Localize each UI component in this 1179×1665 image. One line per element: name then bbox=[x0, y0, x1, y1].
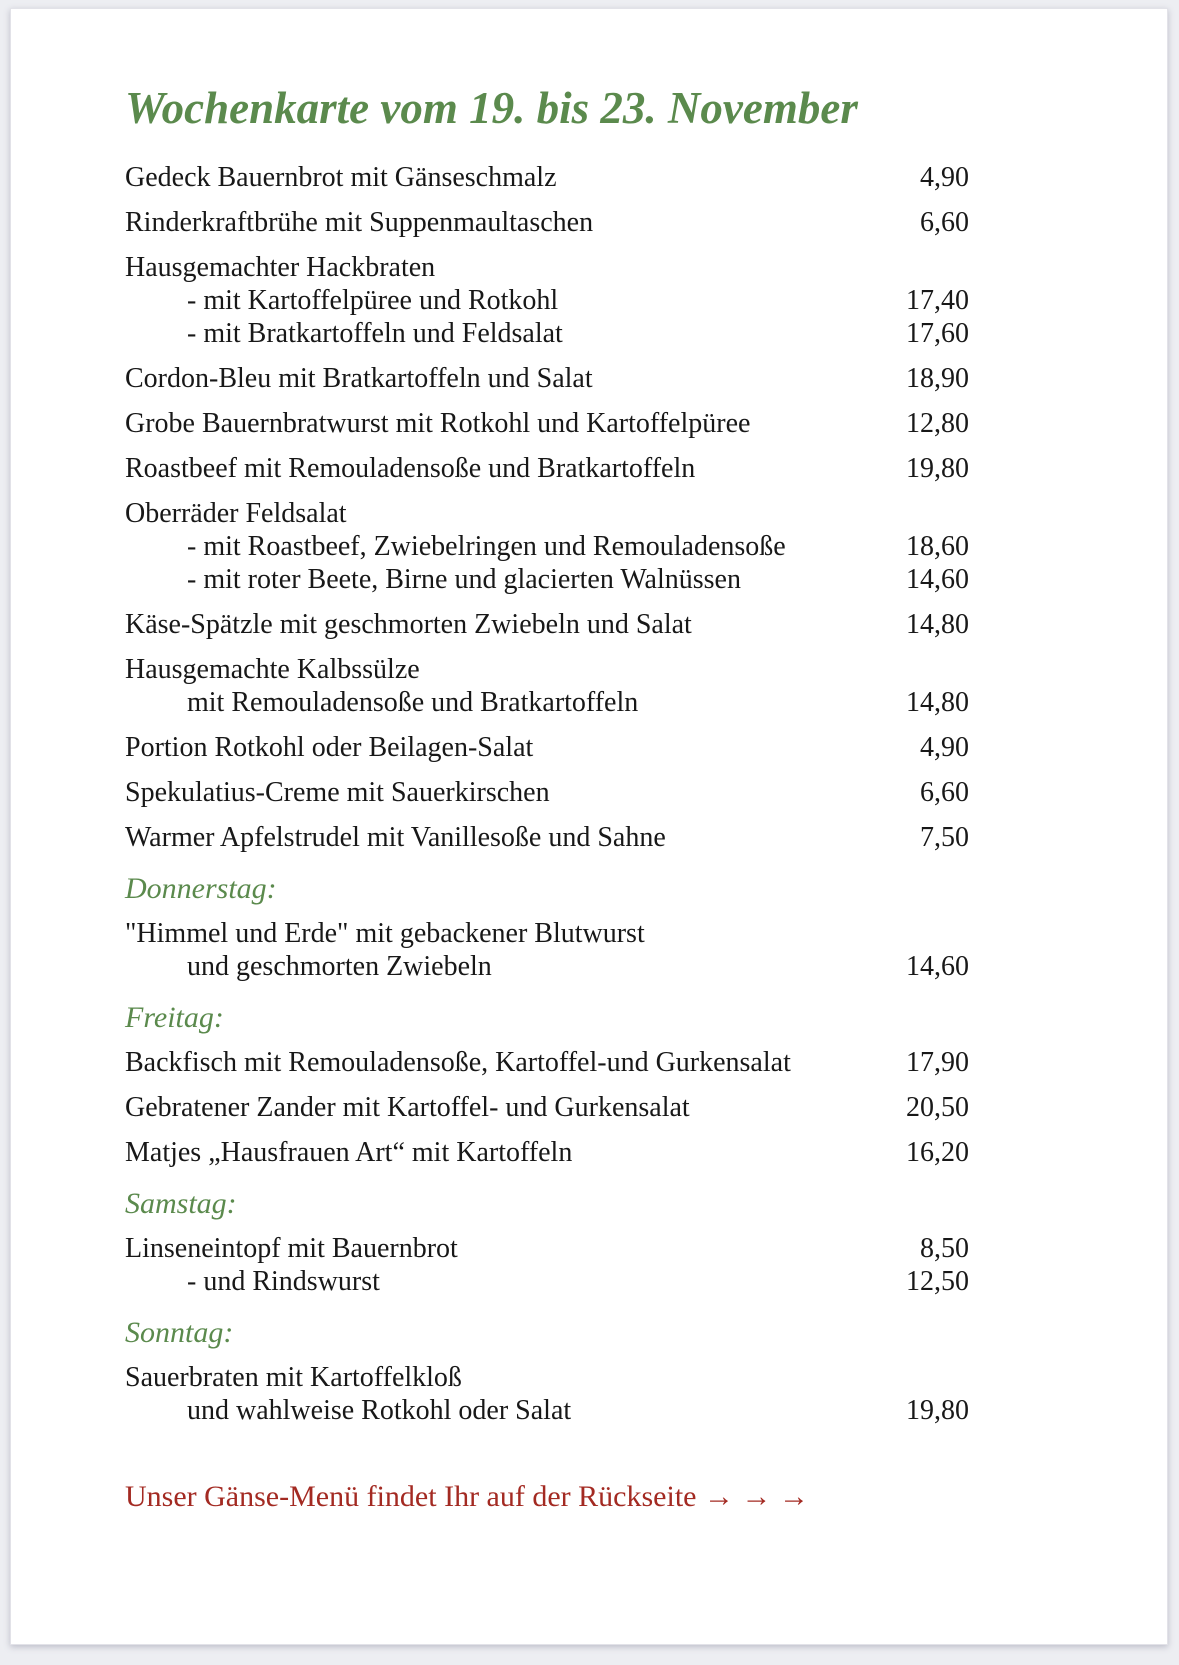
menu-item-line bbox=[125, 653, 969, 686]
menu-item-subline bbox=[125, 317, 969, 350]
menu-item-line bbox=[125, 452, 969, 485]
dish-name: Käse-Spätzle mit geschmorten Zwiebeln und Salat bbox=[125, 609, 692, 640]
menu-sections bbox=[125, 161, 969, 1427]
menu-item-line bbox=[125, 1136, 969, 1169]
menu-item-subline bbox=[125, 686, 969, 719]
dish-name: Cordon-Bleu mit Bratkartoffeln und Salat bbox=[125, 363, 593, 394]
day-heading-freitag: Freitag: bbox=[125, 1001, 224, 1034]
menu-item bbox=[125, 608, 969, 641]
dish-price: 14,60 bbox=[906, 951, 969, 982]
dish-price: 6,60 bbox=[920, 777, 969, 808]
dish-name: Portion Rotkohl oder Beilagen-Salat bbox=[125, 732, 534, 763]
day-heading-donnerstag: Donnerstag: bbox=[125, 872, 277, 905]
dish-name: Gebratener Zander mit Kartoffel- und Gurkensalat bbox=[125, 1092, 690, 1123]
dish-variant: mit Remouladensoße und Bratkartoffeln bbox=[187, 687, 639, 718]
dish-price: 18,90 bbox=[906, 363, 969, 394]
dish-name: Backfisch mit Remouladensoße, Kartoffel-und Gurkensalat bbox=[125, 1047, 791, 1078]
dish-name: Gedeck Bauernbrot mit Gänseschmalz bbox=[125, 162, 557, 193]
menu-item-line bbox=[125, 497, 969, 530]
dish-price: 4,90 bbox=[920, 162, 969, 193]
dish-variant: und wahlweise Rotkohl oder Salat bbox=[187, 1395, 572, 1426]
menu-item bbox=[125, 1136, 969, 1169]
menu-item-line bbox=[125, 776, 969, 809]
menu-item bbox=[125, 497, 969, 596]
menu-item-line bbox=[125, 206, 969, 239]
menu-item-subline bbox=[125, 563, 969, 596]
menu-item-line bbox=[125, 917, 969, 950]
dish-price: 14,60 bbox=[906, 564, 969, 595]
dish-name: Hausgemachter Hackbraten bbox=[125, 252, 436, 283]
menu-item-line bbox=[125, 362, 969, 395]
menu-item bbox=[125, 452, 969, 485]
menu-item-line bbox=[125, 1046, 969, 1079]
menu-item bbox=[125, 1091, 969, 1124]
dish-price: 17,40 bbox=[906, 285, 969, 316]
dish-name: Oberräder Feldsalat bbox=[125, 498, 347, 529]
menu-item-line bbox=[125, 161, 969, 194]
footer-note: Unser Gänse-Menü findet Ihr auf der Rückseite → → → bbox=[125, 1480, 809, 1513]
dish-name: Linseneintopf mit Bauernbrot bbox=[125, 1233, 458, 1264]
menu-item bbox=[125, 731, 969, 764]
menu-item bbox=[125, 362, 969, 395]
day-heading-sonntag: Sonntag: bbox=[125, 1316, 234, 1349]
dish-price: 12,80 bbox=[906, 408, 969, 439]
dish-price: 16,20 bbox=[906, 1137, 969, 1168]
menu-item bbox=[125, 251, 969, 350]
dish-variant: - und Rindswurst bbox=[187, 1266, 380, 1297]
dish-price: 19,80 bbox=[906, 1395, 969, 1426]
dish-variant: und geschmorten Zwiebeln bbox=[187, 951, 492, 982]
dish-price: 18,60 bbox=[906, 531, 969, 562]
menu-item-line bbox=[125, 821, 969, 854]
menu-item-subline bbox=[125, 950, 969, 983]
dish-name: Matjes „Hausfrauen Art“ mit Kartoffeln bbox=[125, 1137, 573, 1168]
dish-name: Spekulatius-Creme mit Sauerkirschen bbox=[125, 777, 550, 808]
dish-variant: - mit roter Beete, Birne und glacierten Walnüssen bbox=[187, 564, 741, 595]
dish-price: 19,80 bbox=[906, 453, 969, 484]
dish-price: 14,80 bbox=[906, 609, 969, 640]
menu-item-subline bbox=[125, 1265, 969, 1298]
dish-price: 4,90 bbox=[920, 732, 969, 763]
menu-item bbox=[125, 407, 969, 440]
dish-name: Warmer Apfelstrudel mit Vanillesoße und Sahne bbox=[125, 822, 666, 853]
menu-item bbox=[125, 161, 969, 194]
menu-item-line bbox=[125, 407, 969, 440]
dish-name: "Himmel und Erde" mit gebackener Blutwurst bbox=[125, 918, 645, 949]
dish-price: 8,50 bbox=[920, 1233, 969, 1264]
menu-item bbox=[125, 1232, 969, 1298]
dish-price: 17,90 bbox=[906, 1047, 969, 1078]
menu-item bbox=[125, 653, 969, 719]
dish-name: Roastbeef mit Remouladensoße und Bratkartoffeln bbox=[125, 453, 696, 484]
dish-price: 20,50 bbox=[906, 1092, 969, 1123]
dish-name: Rinderkraftbrühe mit Suppenmaultaschen bbox=[125, 207, 594, 238]
menu-item bbox=[125, 821, 969, 854]
menu-item-subline bbox=[125, 530, 969, 563]
menu-item-line bbox=[125, 1361, 969, 1394]
menu-item-line bbox=[125, 1232, 969, 1265]
menu-item-line bbox=[125, 1091, 969, 1124]
dish-name: Sauerbraten mit Kartoffelkloß bbox=[125, 1362, 462, 1393]
dish-name: Hausgemachte Kalbssülze bbox=[125, 654, 420, 685]
dish-price: 12,50 bbox=[906, 1266, 969, 1297]
dish-variant: - mit Bratkartoffeln und Feldsalat bbox=[187, 318, 563, 349]
menu-item-line bbox=[125, 731, 969, 764]
menu-item-subline bbox=[125, 1394, 969, 1427]
menu-item bbox=[125, 1361, 969, 1427]
menu-item bbox=[125, 206, 969, 239]
menu-item bbox=[125, 917, 969, 983]
menu-item-line bbox=[125, 251, 969, 284]
menu-item bbox=[125, 1046, 969, 1079]
dish-name: Grobe Bauernbratwurst mit Rotkohl und Kartoffelpüree bbox=[125, 408, 751, 439]
menu-title: Wochenkarte vom 19. bis 23. November bbox=[125, 83, 858, 133]
dish-variant: - mit Kartoffelpüree und Rotkohl bbox=[187, 285, 559, 316]
dish-variant: - mit Roastbeef, Zwiebelringen und Remouladensoße bbox=[187, 531, 786, 562]
menu-item-subline bbox=[125, 284, 969, 317]
dish-price: 6,60 bbox=[920, 207, 969, 238]
dish-price: 14,80 bbox=[906, 687, 969, 718]
day-heading-samstag: Samstag: bbox=[125, 1187, 237, 1220]
dish-price: 7,50 bbox=[920, 822, 969, 853]
document-page bbox=[10, 8, 1168, 1645]
dish-price: 17,60 bbox=[906, 318, 969, 349]
menu-item-line bbox=[125, 608, 969, 641]
menu-item bbox=[125, 776, 969, 809]
